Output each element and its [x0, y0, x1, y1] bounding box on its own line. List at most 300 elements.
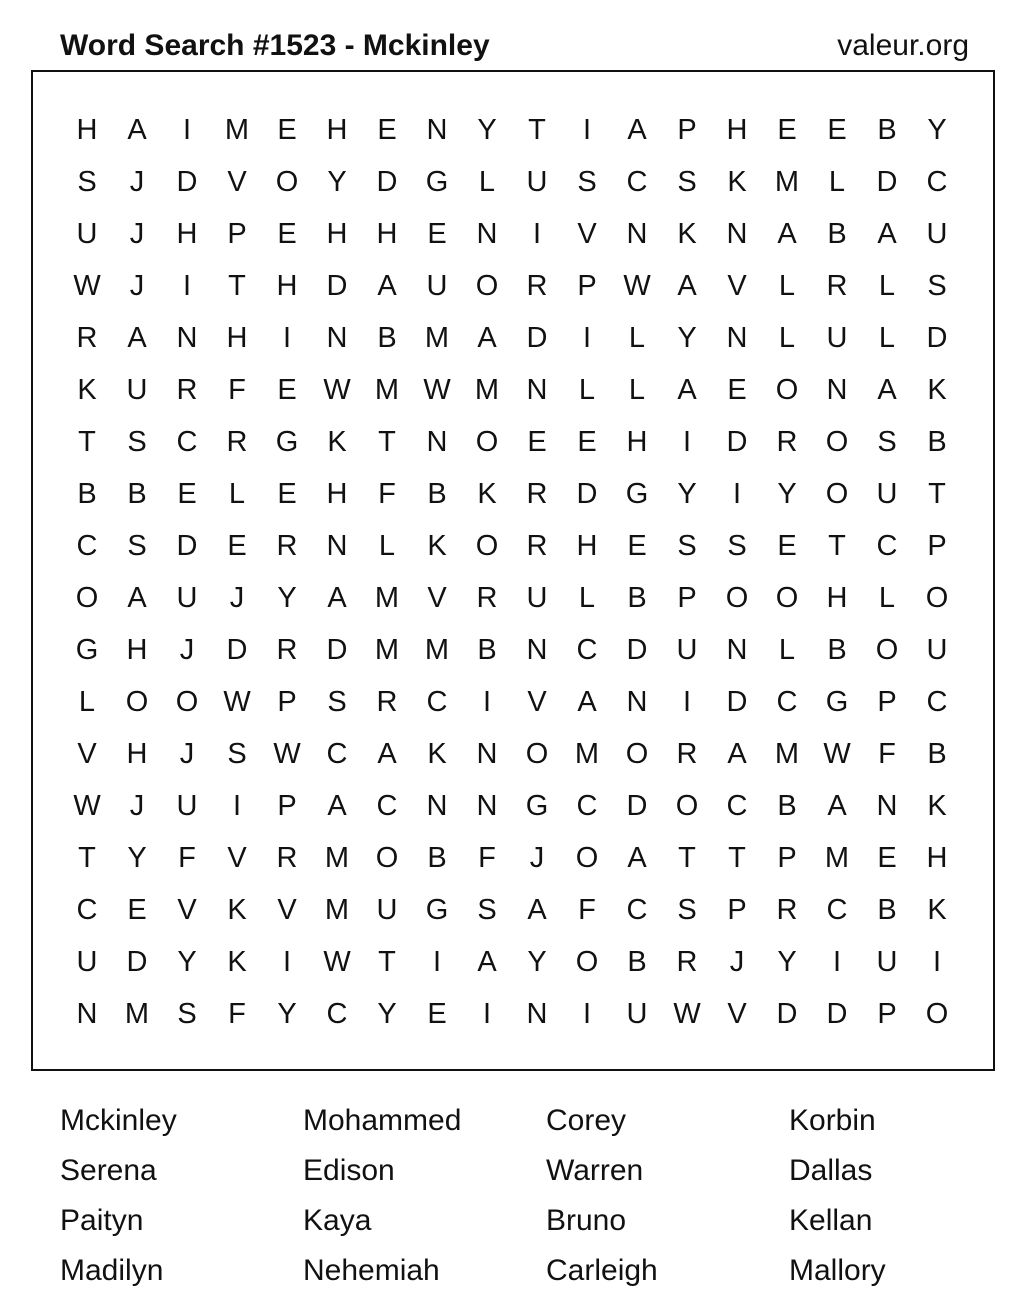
grid-letter[interactable]: W	[73, 789, 101, 822]
grid-letter[interactable]: R	[526, 269, 548, 302]
grid-letter[interactable]: Y	[927, 113, 947, 146]
grid-letter[interactable]: P	[277, 789, 297, 822]
grid-letter[interactable]: A	[127, 581, 147, 614]
grid-letter[interactable]: S	[577, 165, 597, 198]
grid-letter[interactable]: N	[526, 633, 548, 666]
grid-letter[interactable]: O	[775, 373, 799, 406]
grid-letter[interactable]: N	[476, 737, 498, 770]
grid-letter[interactable]: E	[527, 425, 547, 458]
grid-letter[interactable]: S	[127, 529, 147, 562]
grid-letter[interactable]: P	[727, 893, 747, 926]
grid-letter[interactable]: N	[626, 685, 648, 718]
grid-letter[interactable]: B	[77, 477, 97, 510]
grid-letter[interactable]: I	[282, 321, 292, 354]
grid-letter[interactable]: T	[378, 425, 396, 458]
grid-letter[interactable]: G	[625, 477, 649, 510]
grid-letter[interactable]: D	[626, 789, 648, 822]
grid-letter[interactable]: I	[582, 997, 592, 1030]
grid-letter[interactable]: V	[277, 893, 297, 926]
grid-letter[interactable]: O	[275, 165, 299, 198]
grid-letter[interactable]: Y	[777, 945, 797, 978]
grid-letter[interactable]: A	[627, 841, 647, 874]
grid-letter[interactable]: J	[129, 789, 145, 822]
grid-letter[interactable]: H	[126, 737, 148, 770]
grid-letter[interactable]: D	[876, 165, 898, 198]
grid-letter[interactable]: G	[75, 633, 99, 666]
grid-letter[interactable]: Y	[277, 581, 297, 614]
grid-letter[interactable]: C	[326, 737, 348, 770]
grid-letter[interactable]: W	[273, 737, 301, 770]
grid-letter[interactable]: L	[578, 373, 596, 406]
grid-letter[interactable]: E	[427, 997, 447, 1030]
grid-letter[interactable]: A	[827, 789, 847, 822]
grid-letter[interactable]: C	[176, 425, 198, 458]
grid-letter[interactable]: I	[482, 997, 492, 1030]
grid-letter[interactable]: I	[932, 945, 942, 978]
grid-letter[interactable]: G	[425, 165, 449, 198]
grid-letter[interactable]: D	[826, 997, 848, 1030]
grid-letter[interactable]: Y	[327, 165, 347, 198]
grid-letter[interactable]: I	[182, 269, 192, 302]
grid-letter[interactable]: H	[276, 269, 298, 302]
grid-letter[interactable]: T	[678, 841, 696, 874]
grid-letter[interactable]: P	[777, 841, 797, 874]
grid-letter[interactable]: P	[927, 529, 947, 562]
grid-letter[interactable]: R	[176, 373, 198, 406]
grid-letter[interactable]: I	[732, 477, 742, 510]
grid-letter[interactable]: M	[374, 633, 400, 666]
grid-letter[interactable]: N	[426, 789, 448, 822]
grid-letter[interactable]: O	[575, 945, 599, 978]
grid-letter[interactable]: K	[677, 217, 697, 250]
grid-letter[interactable]: F	[228, 373, 246, 406]
grid-letter[interactable]: S	[727, 529, 747, 562]
grid-letter[interactable]: I	[682, 685, 692, 718]
grid-letter[interactable]: B	[927, 737, 947, 770]
grid-letter[interactable]: I	[832, 945, 842, 978]
grid-letter[interactable]: U	[676, 633, 698, 666]
grid-letter[interactable]: L	[228, 477, 246, 510]
grid-letter[interactable]: O	[375, 841, 399, 874]
grid-letter[interactable]: N	[326, 321, 348, 354]
grid-letter[interactable]: U	[76, 217, 98, 250]
grid-letter[interactable]: U	[176, 581, 198, 614]
grid-letter[interactable]: M	[774, 737, 800, 770]
grid-letter[interactable]: T	[78, 425, 96, 458]
grid-letter[interactable]: F	[578, 893, 596, 926]
grid-letter[interactable]: A	[727, 737, 747, 770]
grid-letter[interactable]: D	[176, 165, 198, 198]
grid-letter[interactable]: U	[626, 997, 648, 1030]
grid-letter[interactable]: E	[877, 841, 897, 874]
grid-letter[interactable]: C	[876, 529, 898, 562]
grid-letter[interactable]: A	[677, 269, 697, 302]
grid-letter[interactable]: V	[527, 685, 547, 718]
grid-letter[interactable]: Y	[477, 113, 497, 146]
grid-letter[interactable]: T	[928, 477, 946, 510]
grid-letter[interactable]: L	[578, 581, 596, 614]
grid-letter[interactable]: K	[227, 945, 247, 978]
grid-letter[interactable]: V	[577, 217, 597, 250]
grid-letter[interactable]: D	[726, 685, 748, 718]
grid-letter[interactable]: E	[277, 477, 297, 510]
grid-letter[interactable]: P	[677, 113, 697, 146]
grid-letter[interactable]: A	[327, 581, 347, 614]
grid-letter[interactable]: W	[823, 737, 851, 770]
grid-letter[interactable]: M	[774, 165, 800, 198]
grid-letter[interactable]: J	[229, 581, 245, 614]
grid-letter[interactable]: W	[323, 373, 351, 406]
grid-letter[interactable]: Y	[177, 945, 197, 978]
grid-letter[interactable]: H	[76, 113, 98, 146]
grid-letter[interactable]: M	[374, 373, 400, 406]
grid-letter[interactable]: U	[926, 217, 948, 250]
grid-letter[interactable]: L	[478, 165, 496, 198]
grid-letter[interactable]: Y	[527, 945, 547, 978]
grid-letter[interactable]: W	[673, 997, 701, 1030]
grid-letter[interactable]: C	[376, 789, 398, 822]
grid-letter[interactable]: D	[926, 321, 948, 354]
grid-letter[interactable]: D	[326, 269, 348, 302]
grid-letter[interactable]: J	[129, 165, 145, 198]
grid-letter[interactable]: I	[532, 217, 542, 250]
grid-letter[interactable]: T	[528, 113, 546, 146]
grid-letter[interactable]: R	[776, 893, 798, 926]
grid-letter[interactable]: F	[478, 841, 496, 874]
grid-letter[interactable]: D	[726, 425, 748, 458]
grid-letter[interactable]: Y	[677, 477, 697, 510]
grid-letter[interactable]: R	[76, 321, 98, 354]
grid-letter[interactable]: A	[577, 685, 597, 718]
grid-letter[interactable]: L	[378, 529, 396, 562]
grid-letter[interactable]: K	[227, 893, 247, 926]
grid-letter[interactable]: M	[824, 841, 850, 874]
grid-letter[interactable]: E	[427, 217, 447, 250]
grid-letter[interactable]: S	[327, 685, 347, 718]
grid-letter[interactable]: C	[626, 165, 648, 198]
grid-letter[interactable]: O	[775, 581, 799, 614]
grid-letter[interactable]: S	[77, 165, 97, 198]
grid-letter[interactable]: M	[424, 321, 450, 354]
grid-letter[interactable]: H	[176, 217, 198, 250]
grid-letter[interactable]: H	[326, 217, 348, 250]
grid-letter[interactable]: B	[627, 581, 647, 614]
grid-letter[interactable]: O	[825, 477, 849, 510]
grid-letter[interactable]: F	[178, 841, 196, 874]
grid-letter[interactable]: N	[626, 217, 648, 250]
grid-letter[interactable]: O	[475, 269, 499, 302]
grid-letter[interactable]: R	[476, 581, 498, 614]
grid-letter[interactable]: D	[376, 165, 398, 198]
grid-letter[interactable]: M	[124, 997, 150, 1030]
grid-letter[interactable]: T	[228, 269, 246, 302]
grid-letter[interactable]: R	[226, 425, 248, 458]
grid-letter[interactable]: J	[129, 269, 145, 302]
grid-letter[interactable]: D	[576, 477, 598, 510]
grid-letter[interactable]: A	[627, 113, 647, 146]
grid-letter[interactable]: S	[127, 425, 147, 458]
grid-letter[interactable]: H	[826, 581, 848, 614]
grid-letter[interactable]: N	[176, 321, 198, 354]
grid-letter[interactable]: E	[377, 113, 397, 146]
grid-letter[interactable]: B	[877, 113, 897, 146]
grid-letter[interactable]: K	[927, 893, 947, 926]
grid-letter[interactable]: S	[677, 529, 697, 562]
grid-letter[interactable]: W	[323, 945, 351, 978]
grid-letter[interactable]: E	[577, 425, 597, 458]
grid-letter[interactable]: A	[877, 217, 897, 250]
grid-letter[interactable]: S	[227, 737, 247, 770]
grid-letter[interactable]: V	[77, 737, 97, 770]
grid-letter[interactable]: A	[127, 113, 147, 146]
grid-letter[interactable]: D	[176, 529, 198, 562]
grid-letter[interactable]: D	[526, 321, 548, 354]
grid-letter[interactable]: C	[76, 893, 98, 926]
grid-letter[interactable]: K	[727, 165, 747, 198]
grid-letter[interactable]: O	[825, 425, 849, 458]
grid-letter[interactable]: B	[127, 477, 147, 510]
grid-letter[interactable]: H	[926, 841, 948, 874]
grid-letter[interactable]: P	[577, 269, 597, 302]
grid-letter[interactable]: D	[626, 633, 648, 666]
grid-letter[interactable]: K	[77, 373, 97, 406]
grid-letter[interactable]: A	[477, 945, 497, 978]
grid-letter[interactable]: N	[76, 997, 98, 1030]
grid-letter[interactable]: K	[427, 529, 447, 562]
grid-letter[interactable]: J	[529, 841, 545, 874]
grid-letter[interactable]: G	[525, 789, 549, 822]
grid-letter[interactable]: O	[475, 529, 499, 562]
grid-letter[interactable]: N	[826, 373, 848, 406]
grid-letter[interactable]: N	[726, 633, 748, 666]
grid-letter[interactable]: V	[177, 893, 197, 926]
grid-letter[interactable]: L	[628, 321, 646, 354]
grid-letter[interactable]: L	[778, 321, 796, 354]
grid-letter[interactable]: A	[877, 373, 897, 406]
grid-letter[interactable]: N	[726, 217, 748, 250]
grid-letter[interactable]: T	[728, 841, 746, 874]
grid-letter[interactable]: E	[277, 217, 297, 250]
grid-letter[interactable]: B	[827, 633, 847, 666]
grid-letter[interactable]: F	[878, 737, 896, 770]
grid-letter[interactable]: U	[876, 477, 898, 510]
grid-letter[interactable]: Y	[277, 997, 297, 1030]
grid-letter[interactable]: L	[878, 269, 896, 302]
grid-letter[interactable]: F	[378, 477, 396, 510]
grid-letter[interactable]: V	[727, 997, 747, 1030]
grid-letter[interactable]: D	[776, 997, 798, 1030]
grid-letter[interactable]: S	[177, 997, 197, 1030]
grid-letter[interactable]: U	[876, 945, 898, 978]
grid-letter[interactable]: D	[126, 945, 148, 978]
grid-letter[interactable]: M	[424, 633, 450, 666]
grid-letter[interactable]: B	[927, 425, 947, 458]
grid-letter[interactable]: W	[623, 269, 651, 302]
grid-letter[interactable]: S	[677, 893, 697, 926]
grid-letter[interactable]: N	[726, 321, 748, 354]
grid-letter[interactable]: H	[226, 321, 248, 354]
grid-letter[interactable]: N	[426, 425, 448, 458]
grid-letter[interactable]: R	[676, 945, 698, 978]
grid-letter[interactable]: V	[727, 269, 747, 302]
grid-letter[interactable]: R	[826, 269, 848, 302]
grid-letter[interactable]: G	[425, 893, 449, 926]
grid-letter[interactable]: K	[927, 373, 947, 406]
grid-letter[interactable]: U	[76, 945, 98, 978]
grid-letter[interactable]: U	[426, 269, 448, 302]
grid-letter[interactable]: A	[477, 321, 497, 354]
grid-letter[interactable]: O	[125, 685, 149, 718]
grid-letter[interactable]: Y	[677, 321, 697, 354]
grid-letter[interactable]: I	[582, 113, 592, 146]
grid-letter[interactable]: J	[179, 633, 195, 666]
grid-letter[interactable]: O	[625, 737, 649, 770]
grid-letter[interactable]: E	[827, 113, 847, 146]
grid-letter[interactable]: A	[327, 789, 347, 822]
grid-letter[interactable]: D	[326, 633, 348, 666]
grid-letter[interactable]: D	[226, 633, 248, 666]
grid-letter[interactable]: A	[377, 737, 397, 770]
grid-letter[interactable]: R	[676, 737, 698, 770]
grid-letter[interactable]: W	[223, 685, 251, 718]
grid-letter[interactable]: O	[675, 789, 699, 822]
grid-letter[interactable]: L	[878, 581, 896, 614]
grid-letter[interactable]: N	[476, 789, 498, 822]
grid-letter[interactable]: S	[877, 425, 897, 458]
grid-letter[interactable]: R	[276, 633, 298, 666]
grid-letter[interactable]: L	[778, 633, 796, 666]
grid-letter[interactable]: E	[177, 477, 197, 510]
grid-letter[interactable]: I	[182, 113, 192, 146]
grid-letter[interactable]: B	[427, 841, 447, 874]
grid-letter[interactable]: V	[227, 841, 247, 874]
grid-letter[interactable]: U	[826, 321, 848, 354]
grid-letter[interactable]: P	[277, 685, 297, 718]
grid-letter[interactable]: O	[475, 425, 499, 458]
grid-letter[interactable]: O	[925, 997, 949, 1030]
grid-letter[interactable]: B	[877, 893, 897, 926]
grid-letter[interactable]: H	[576, 529, 598, 562]
grid-letter[interactable]: L	[778, 269, 796, 302]
grid-letter[interactable]: E	[777, 113, 797, 146]
grid-letter[interactable]: N	[326, 529, 348, 562]
grid-letter[interactable]: A	[777, 217, 797, 250]
grid-letter[interactable]: M	[324, 841, 350, 874]
grid-letter[interactable]: I	[482, 685, 492, 718]
grid-letter[interactable]: N	[526, 997, 548, 1030]
grid-letter[interactable]: T	[78, 841, 96, 874]
grid-letter[interactable]: L	[628, 373, 646, 406]
grid-letter[interactable]: O	[525, 737, 549, 770]
grid-letter[interactable]: O	[875, 633, 899, 666]
grid-letter[interactable]: I	[432, 945, 442, 978]
grid-letter[interactable]: W	[423, 373, 451, 406]
grid-letter[interactable]: W	[73, 269, 101, 302]
grid-letter[interactable]: I	[232, 789, 242, 822]
grid-letter[interactable]: L	[828, 165, 846, 198]
grid-letter[interactable]: C	[826, 893, 848, 926]
grid-letter[interactable]: H	[376, 217, 398, 250]
grid-letter[interactable]: M	[224, 113, 250, 146]
grid-letter[interactable]: C	[926, 165, 948, 198]
grid-letter[interactable]: A	[677, 373, 697, 406]
grid-letter[interactable]: S	[677, 165, 697, 198]
grid-letter[interactable]: Y	[777, 477, 797, 510]
grid-letter[interactable]: A	[377, 269, 397, 302]
grid-letter[interactable]: E	[727, 373, 747, 406]
grid-letter[interactable]: A	[527, 893, 547, 926]
grid-letter[interactable]: E	[627, 529, 647, 562]
grid-letter[interactable]: H	[326, 113, 348, 146]
grid-letter[interactable]: H	[126, 633, 148, 666]
grid-letter[interactable]: I	[282, 945, 292, 978]
grid-letter[interactable]: R	[276, 841, 298, 874]
grid-letter[interactable]: O	[575, 841, 599, 874]
grid-letter[interactable]: N	[426, 113, 448, 146]
grid-letter[interactable]: M	[474, 373, 500, 406]
grid-letter[interactable]: C	[326, 997, 348, 1030]
grid-letter[interactable]: J	[179, 737, 195, 770]
grid-letter[interactable]: G	[275, 425, 299, 458]
grid-letter[interactable]: S	[927, 269, 947, 302]
grid-letter[interactable]: F	[228, 997, 246, 1030]
grid-letter[interactable]: B	[777, 789, 797, 822]
grid-letter[interactable]: R	[526, 477, 548, 510]
grid-letter[interactable]: R	[526, 529, 548, 562]
grid-letter[interactable]: K	[477, 477, 497, 510]
grid-letter[interactable]: C	[776, 685, 798, 718]
grid-letter[interactable]: H	[626, 425, 648, 458]
grid-letter[interactable]: J	[129, 217, 145, 250]
grid-letter[interactable]: V	[227, 165, 247, 198]
grid-letter[interactable]: N	[526, 373, 548, 406]
grid-letter[interactable]: B	[627, 945, 647, 978]
grid-letter[interactable]: S	[477, 893, 497, 926]
grid-letter[interactable]: C	[426, 685, 448, 718]
grid-letter[interactable]: R	[276, 529, 298, 562]
grid-letter[interactable]: O	[75, 581, 99, 614]
grid-letter[interactable]: B	[377, 321, 397, 354]
grid-letter[interactable]: B	[477, 633, 497, 666]
grid-letter[interactable]: C	[76, 529, 98, 562]
grid-letter[interactable]: U	[126, 373, 148, 406]
grid-letter[interactable]: K	[927, 789, 947, 822]
grid-letter[interactable]: B	[827, 217, 847, 250]
grid-letter[interactable]: P	[677, 581, 697, 614]
grid-letter[interactable]: C	[626, 893, 648, 926]
grid-letter[interactable]: O	[725, 581, 749, 614]
grid-letter[interactable]: P	[227, 217, 247, 250]
grid-letter[interactable]: C	[726, 789, 748, 822]
grid-letter[interactable]: K	[427, 737, 447, 770]
grid-letter[interactable]: I	[682, 425, 692, 458]
grid-letter[interactable]: O	[175, 685, 199, 718]
grid-letter[interactable]: V	[427, 581, 447, 614]
grid-letter[interactable]: J	[729, 945, 745, 978]
grid-letter[interactable]: B	[427, 477, 447, 510]
grid-letter[interactable]: M	[574, 737, 600, 770]
grid-letter[interactable]: P	[877, 685, 897, 718]
grid-letter[interactable]: O	[925, 581, 949, 614]
grid-letter[interactable]: C	[576, 789, 598, 822]
grid-letter[interactable]: K	[327, 425, 347, 458]
grid-letter[interactable]: E	[277, 113, 297, 146]
grid-letter[interactable]: A	[127, 321, 147, 354]
grid-letter[interactable]: N	[876, 789, 898, 822]
grid-letter[interactable]: T	[378, 945, 396, 978]
grid-letter[interactable]: L	[878, 321, 896, 354]
grid-letter[interactable]: P	[877, 997, 897, 1030]
